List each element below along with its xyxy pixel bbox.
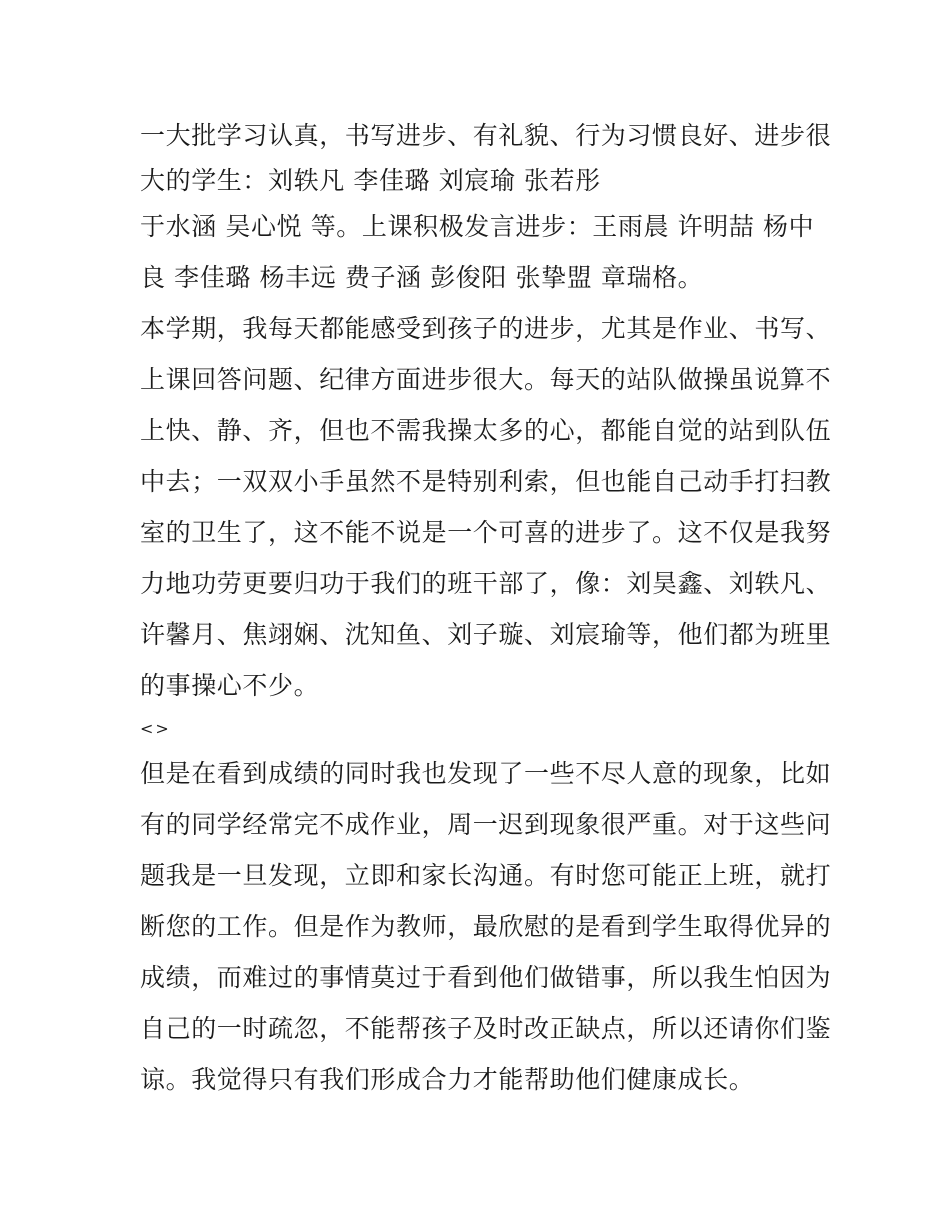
- text-line: 许馨月、焦翊娴、沈知鱼、刘子璇、刘宸瑜等，他们都为班里: [140, 620, 832, 649]
- text-line: 本学期，我每天都能感受到孩子的进步，尤其是作业、书写、: [140, 314, 832, 343]
- text-line: 成绩，而难过的事情莫过于看到他们做错事，所以我生怕因为: [140, 963, 832, 992]
- text-line: 于水涵 吴心悦 等。上课积极发言进步：王雨晨 许明喆 杨中: [140, 212, 815, 241]
- text-line: 上课回答问题、纪律方面进步很大。每天的站队做操虽说算不: [140, 365, 832, 394]
- text-line: 上快、静、齐，但也不需我操太多的心，都能自觉的站到队伍: [140, 416, 832, 445]
- text-line: 自己的一时疏忽，不能帮孩子及时改正缺点，所以还请你们鉴: [140, 1014, 832, 1043]
- text-line: 一大批学习认真，书写进步、有礼貌、行为习惯良好、进步很: [140, 121, 832, 150]
- text-line: 大的学生：刘轶凡 李佳璐 刘宸瑜 张若彤: [140, 166, 601, 195]
- text-line: 但是在看到成绩的同时我也发现了一些不尽人意的现象，比如: [140, 759, 832, 788]
- text-line: 有的同学经常完不成作业，周一迟到现象很严重。对于这些问: [140, 810, 832, 839]
- text-line: 谅。我觉得只有我们形成合力才能帮助他们健康成长。: [140, 1065, 755, 1094]
- document-body: [140, 110, 830, 1105]
- text-line: 题我是一旦发现，立即和家长沟通。有时您可能正上班，就打: [140, 861, 832, 890]
- text-line: 的事操心不少。: [140, 671, 320, 700]
- section-marker: <>: [140, 719, 171, 738]
- text-line: 良 李佳璐 杨丰远 费子涵 彭俊阳 张挚盟 章瑞格。: [140, 263, 704, 292]
- text-line: 力地功劳更要归功于我们的班干部了，像：刘昊鑫、刘轶凡、: [140, 569, 832, 598]
- text-line: 室的卫生了，这不能不说是一个可喜的进步了。这不仅是我努: [140, 518, 832, 547]
- text-line: 中去；一双双小手虽然不是特别利索，但也能自己动手打扫教: [140, 467, 832, 496]
- text-line: 断您的工作。但是作为教师，最欣慰的是看到学生取得优异的: [140, 912, 832, 941]
